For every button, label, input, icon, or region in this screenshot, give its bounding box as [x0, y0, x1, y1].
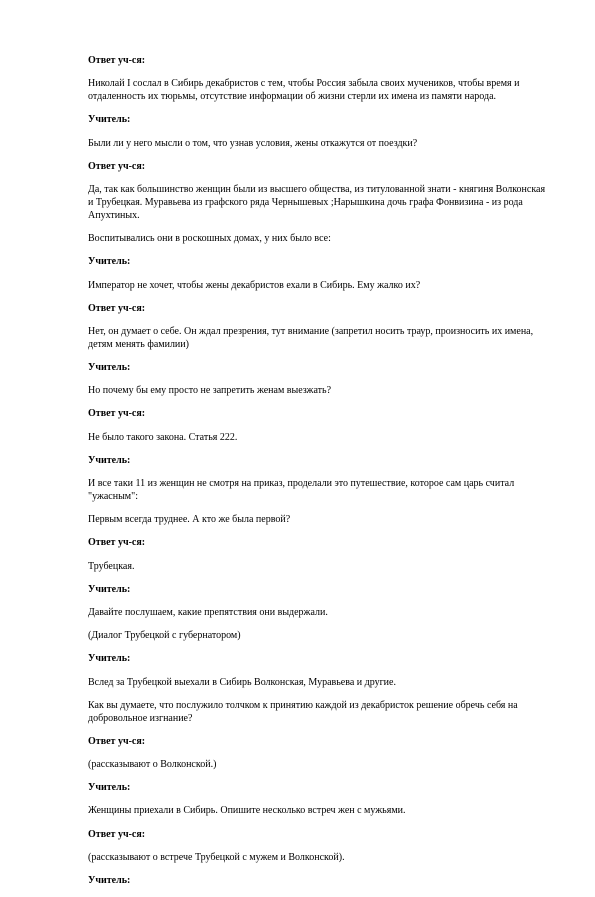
- speaker-label: Учитель:: [88, 454, 131, 466]
- speaker-label: Ответ уч-ся:: [88, 302, 146, 314]
- paragraph: Николай I сослал в Сибирь декабристов с тем, чтобы Россия забыла своих мучеников, чтобы время и отдаленность их тюрьмы, отсутствие информации об жизни стерли их имена из памяти народа.: [88, 78, 520, 103]
- paragraph: Император не хочет, чтобы жены декабристов ехали в Сибирь. Ему жалко их?: [88, 279, 421, 291]
- paragraph: Не было такого закона. Статья 222.: [88, 431, 238, 443]
- paragraph: (рассказывают о Волконской.): [88, 759, 217, 771]
- paragraph: (рассказывают о встрече Трубецкой с мужем и Волконской).: [88, 851, 345, 863]
- speaker-label: Ответ уч-ся:: [88, 55, 146, 66]
- speaker-label: Учитель:: [88, 583, 131, 595]
- speaker-label: Ответ уч-ся:: [88, 828, 146, 840]
- speaker-label: Ответ уч-ся:: [88, 160, 146, 172]
- paragraph: (Диалог Трубецкой с губернатором): [88, 630, 241, 642]
- paragraph: Вслед за Трубецкой выехали в Сибирь Волконская, Муравьева и другие.: [88, 676, 396, 688]
- paragraph: Давайте послушаем, какие препятствия они выдержали.: [88, 606, 328, 618]
- paragraph: Были ли у него мысли о том, что узнав условия, жены откажутся от поездки?: [88, 137, 418, 149]
- paragraph: Воспитывались они в роскошных домах, у них было все:: [88, 233, 331, 245]
- speaker-label: Учитель:: [88, 362, 131, 374]
- speaker-label: Учитель:: [88, 782, 131, 794]
- speaker-label: Учитель:: [88, 256, 131, 268]
- paragraph: Первым всегда труднее. А кто же была первой?: [88, 514, 291, 526]
- speaker-label: Ответ уч-ся:: [88, 537, 146, 549]
- speaker-label: Учитель:: [88, 653, 131, 665]
- paragraph: Нет, он думает о себе. Он ждал презрения, тут внимание (запретил носить траур, произносить их имена, детям менять фамилии): [88, 325, 534, 350]
- speaker-label: Учитель:: [88, 114, 131, 126]
- speaker-label: Ответ уч-ся:: [88, 408, 146, 420]
- paragraph: Но почему бы ему просто не запретить женам выезжать?: [88, 385, 332, 397]
- paragraph: Да, так как большинство женщин были из высшего общества, из титулованной знати - княгиня Волконская и Трубецкая. Муравьева из графского ряда Чернышевых ;Нарышкина дочь графа Фонвизина - из рода Апухтиных.: [88, 183, 546, 221]
- paragraph: Трубецкая.: [88, 560, 135, 572]
- speaker-label: Ответ уч-ся:: [88, 735, 146, 747]
- paragraph: Женщины приехали в Сибирь. Опишите несколько встреч жен с мужьями.: [88, 805, 406, 817]
- paragraph: Как вы думаете, что послужило толчком к принятию каждой из декабристок решение обречь себя на добровольное изгнание?: [88, 699, 518, 724]
- document-page: [88, 54, 550, 897]
- paragraph: И все таки 11 из женщин не смотря на приказ, проделали это путешествие, которое сам царь считал "ужасным":: [88, 478, 515, 502]
- speaker-label: Учитель:: [88, 875, 131, 886]
